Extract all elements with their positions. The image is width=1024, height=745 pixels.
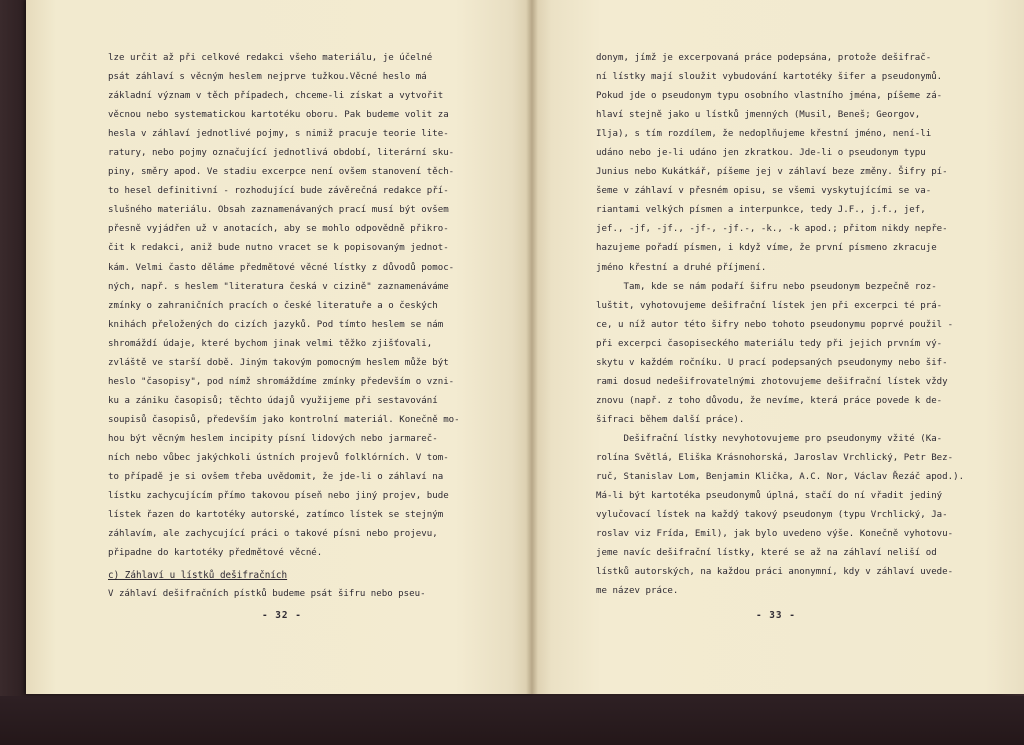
right-page-text-line: Pokud jde o pseudonym typu osobního vlastního jména, píšeme zá- — [596, 91, 943, 102]
left-page-text-line: soupisů časopisů, především jako kontrolní materiál. Konečně mo- — [108, 414, 460, 425]
right-page-text-line: hlaví stejně jako u lístků jmenných (Musil, Beneš; Georgov, — [596, 110, 921, 121]
left-page-number: - 32 - — [262, 610, 302, 621]
right-page-text-line: lístků autorských, na každou práci anonymní, kdy v záhlaví uvede- — [596, 567, 954, 578]
right-page-text-line: Junius nebo Kukátkář, píšeme jej v záhlaví beze změny. Šifry pí- — [596, 167, 948, 178]
left-page-text-line: zmínky o zahraničních pracích o české literatuře a o českých — [108, 300, 438, 311]
left-page-text-line: lístek řazen do kartotéky autorské, zatímco lístek se stejným — [108, 510, 444, 521]
left-page-text-line: věcnou nebo systematickou kartotéku oboru. Pak budeme volit za — [108, 110, 449, 121]
left-page-text-line: to případě je si ovšem třeba uvědomit, že jde-li o záhlaví na — [108, 472, 444, 483]
left-page-body — [108, 49, 460, 563]
left-page-text-line: základní význam v těch případech, chceme-li získat a vytvořit — [108, 91, 444, 102]
right-page-text-line: rolína Světlá, Eliška Krásnohorská, Jaroslav Vrchlický, Petr Bez- — [596, 452, 954, 463]
right-page-text-line: ruč, Stanislav Lom, Benjamin Klička, A.C. Nor, Václav Řezáč apod.). — [596, 472, 965, 483]
left-page-last-line: V záhlaví dešifračních pístků budeme psát šifru nebo pseu- — [108, 589, 426, 599]
left-page-text-line: zvláště ve starší době. Jiným takovým pomocným heslem může být — [108, 357, 449, 368]
left-page-text-line: shromáždí údaje, které bychom jinak velmi těžko zjišťovali, — [108, 338, 433, 349]
left-page-text-line: to hesel definitivní - rozhodující bude závěrečná redakce pří- — [108, 186, 449, 197]
left-page-text-line: záhlavím, ale zachycující práci o takové písni nebo projevu, — [108, 529, 438, 540]
left-page-text-line: slušného materiálu. Obsah zaznamenávaných prací musí být ovšem — [108, 205, 449, 216]
right-page-text-line: Má-li být kartotéka pseudonymů úplná, stačí do ní vřadit jediný — [596, 491, 943, 502]
left-page-text-line: ných, např. s heslem "literatura česká v cizině" zaznamenáváme — [108, 281, 449, 292]
section-heading: c) Záhlaví u lístků dešifračních — [108, 570, 288, 581]
right-page-text-line: Dešifrační lístky nevyhotovujeme pro pseudonymy vžité (Ka- — [596, 433, 943, 444]
left-page-text-line: lístku zachycujícím přímo takovou píseň nebo jiný projev, bude — [108, 491, 449, 502]
left-page-text-line: čit k redakci, aniž bude nutno vracet se k popisovaným jednot- — [108, 243, 449, 254]
right-page-text-line: donym, jímž je excerpovaná práce podepsána, protože dešifrač- — [596, 53, 932, 63]
right-page-text-line: jeme navíc dešifrační lístky, které se až na záhlaví neliší od — [596, 548, 937, 559]
right-page-text-line: jef., -jf, -jf., -jf-, -jf.-, -k., -k apod.; přitom nikdy nepře- — [596, 224, 948, 235]
left-page — [26, 0, 532, 694]
right-page-text-line: riantami velkých písmen a interpunkce, tedy J.F., j.f., jef, — [596, 205, 926, 216]
left-page-text-line: připadne do kartotéky předmětové věcné. — [108, 548, 323, 559]
right-page-text-line: šifraci během další práce). — [596, 414, 745, 425]
left-page-text-line: ku a zániku časopisů; těchto údajů využijeme při sestavování — [108, 395, 438, 406]
right-page-text-line: hazujeme pořadí písmen, i když víme, že první písmeno zkracuje — [596, 243, 937, 254]
right-page-text-line: rami dosud nedešifrovatelnými zhotovujeme dešifrační lístek vždy — [596, 376, 948, 387]
left-page-text-line: knihách přeložených do cizích jazyků. Pod tímto heslem se nám — [108, 319, 444, 330]
left-page-text-line: hou být věcným heslem incipity písní lidových nebo jarmareč- — [108, 433, 438, 444]
left-page-text-line: ratury, nebo pojmy označující jednotlivá období, literární sku- — [108, 148, 455, 159]
right-page-number: - 33 - — [756, 610, 796, 621]
book-gutter — [526, 0, 538, 694]
right-page-text-line: skytu v každém ročníku. U prací podepsaných pseudonymy nebo šif- — [596, 357, 948, 368]
left-page-text-line: heslo "časopisy", pod nímž shromáždíme zmínky především o vzni- — [108, 376, 455, 387]
left-page-text-line: kám. Velmi často děláme předmětové věcné lístky z důvodů pomoc- — [108, 262, 455, 273]
right-page-text-line: Ilja), s tím rozdílem, že nedoplňujeme křestní jméno, není-li — [596, 129, 932, 140]
right-page-text-line: při excerpci časopiseckého materiálu tedy při jejich prvním vý- — [596, 338, 943, 349]
right-page-text-line: me název práce. — [596, 586, 679, 597]
right-page-text-line: šeme v záhlaví v přesném opisu, se všemi vyskytujícími se va- — [596, 186, 932, 197]
right-page-text-line: ní lístky mají sloužit vybudování kartotéky šifer a pseudonymů. — [596, 72, 943, 83]
left-page-text-line: ních nebo vůbec jakýchkoli ústních projevů folklórních. V tom- — [108, 452, 449, 463]
left-page-text-line: psát záhlaví s věcným heslem nejprve tužkou.Věcné heslo má — [108, 72, 427, 83]
right-page — [532, 0, 1024, 694]
left-page-text-line: piny, směry apod. Ve stadiu excerpce není ovšem stanovení těch- — [108, 167, 455, 178]
left-page-text-line: lze určit až při celkové redakci všeho materiálu, je účelné — [108, 53, 433, 63]
right-page-text-line: jméno křestní a druhé příjmení. — [596, 262, 767, 273]
right-page-text-line: Tam, kde se nám podaří šifru nebo pseudonym bezpečně roz- — [596, 281, 937, 292]
right-page-text-line: vylučovací lístek na každý takový pseudonym (typu Vrchlický, Ja- — [596, 510, 948, 521]
right-page-text-line: udáno nebo je-li udáno jen zkratkou. Jde-li o pseudonym typu — [596, 148, 926, 159]
right-page-text-line: ce, u níž autor této šifry nebo tohoto pseudonymu poprvé použil - — [596, 319, 954, 330]
right-page-text-line: luštit, vyhotovujeme dešifrační lístek jen při excerpci té prá- — [596, 300, 943, 311]
right-page-text-line: roslav viz Frída, Emil), jak bylo uvedeno výše. Konečně vyhotovu- — [596, 529, 954, 540]
right-page-text-line: znovu (např. z toho důvodu, že nevíme, která práce povede k de- — [596, 395, 943, 406]
left-page-text-line: hesla v záhlaví jednotlivé pojmy, s nimiž pracuje teorie lite- — [108, 129, 449, 140]
left-page-text-line: přesně vyjádřen už v anotacích, aby se mohlo odpovědně přikro- — [108, 224, 449, 235]
right-page-body — [596, 49, 964, 601]
book-edge — [0, 696, 1024, 745]
